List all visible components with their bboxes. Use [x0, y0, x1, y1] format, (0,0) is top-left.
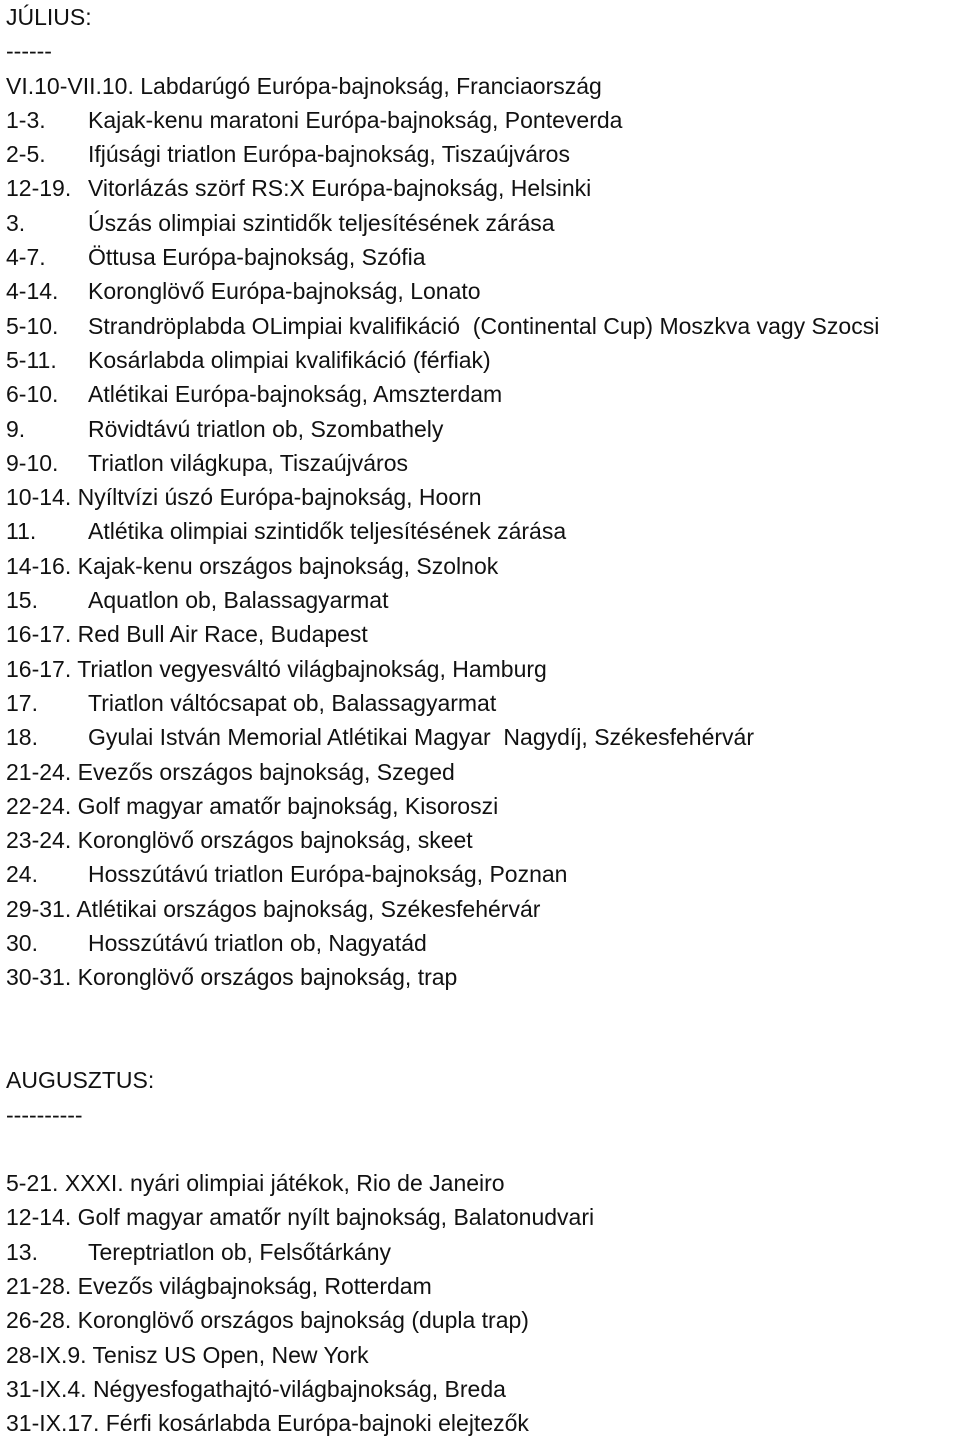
- event-date: 26-28.: [6, 1307, 72, 1334]
- event-date: 31-IX.17.: [6, 1410, 100, 1437]
- event-title: Triatlon világkupa, Tiszaújváros: [88, 449, 409, 476]
- event-date: 12-19.: [6, 175, 72, 202]
- event-date: 21-28.: [6, 1272, 72, 1299]
- event-date: 14-16.: [6, 552, 72, 579]
- event-row: [6, 1406, 960, 1440]
- event-date: VI.10-VII.10.: [6, 72, 134, 99]
- event-row: [6, 960, 960, 994]
- event-row: [6, 1372, 960, 1406]
- event-date: 31-IX.4.: [6, 1375, 87, 1402]
- calendar-document: [6, 0, 960, 1440]
- event-row: [6, 789, 960, 823]
- event-row: [6, 1338, 960, 1372]
- event-title: Koronglövő Európa-bajnokság, Lonato: [88, 278, 481, 305]
- event-date: 4-7.: [6, 244, 46, 271]
- event-date: 5-10.: [6, 312, 59, 339]
- event-title: Golf magyar amatőr nyílt bajnokság, Balatonudvari: [77, 1204, 595, 1231]
- event-row: [6, 309, 960, 343]
- event-row: [6, 1269, 960, 1303]
- event-title: Gyulai István Memorial Atlétikai Magyar Nagydíj, Székesfehérvár: [88, 724, 754, 751]
- event-title: Koronglövő országos bajnokság, skeet: [77, 827, 473, 854]
- event-row: [6, 274, 960, 308]
- event-date: 29-31.: [6, 895, 72, 922]
- event-date: 4-14.: [6, 278, 59, 305]
- event-row: [6, 926, 960, 960]
- blank-line: [6, 1132, 960, 1166]
- event-row: [6, 206, 960, 240]
- august-event-list: [6, 1166, 960, 1440]
- event-title: Tereptriatlon ob, Felsőtárkány: [88, 1238, 391, 1265]
- july-event-list: [6, 69, 960, 995]
- event-row: [6, 583, 960, 617]
- event-date: 17.: [6, 689, 38, 716]
- event-row: [6, 412, 960, 446]
- event-date: 2-5.: [6, 141, 46, 168]
- july-heading: JÚLIUS:: [6, 4, 92, 30]
- event-row: [6, 171, 960, 205]
- event-row: [6, 240, 960, 274]
- event-date: 13.: [6, 1238, 38, 1265]
- event-row: [6, 377, 960, 411]
- event-title: Koronglövő országos bajnokság, trap: [77, 964, 458, 991]
- event-date: 24.: [6, 861, 38, 888]
- event-date: 23-24.: [6, 827, 72, 854]
- event-row: [6, 1166, 960, 1200]
- event-row: [6, 514, 960, 548]
- event-date: 9-10.: [6, 449, 59, 476]
- event-date: 9.: [6, 415, 26, 442]
- event-row: [6, 892, 960, 926]
- event-date: 15.: [6, 587, 38, 614]
- event-title: Atlétikai országos bajnokság, Székesfehérvár: [76, 895, 541, 922]
- event-title: XXXI. nyári olimpiai játékok, Rio de Janeiro: [64, 1170, 505, 1197]
- event-date: 18.: [6, 724, 38, 751]
- section-spacer: [6, 995, 960, 1064]
- event-title: Hosszútávú triatlon Európa-bajnokság, Poznan: [88, 861, 568, 888]
- event-title: Férfi kosárlabda Európa-bajnoki elejtezők: [105, 1410, 529, 1437]
- event-title: Kosárlabda olimpiai kvalifikáció (férfiak): [88, 346, 491, 373]
- event-date: 16-17.: [6, 621, 72, 648]
- event-title: Ifjúsági triatlon Európa-bajnokság, Tiszaújváros: [88, 141, 570, 168]
- event-title: Tenisz US Open, New York: [92, 1341, 369, 1368]
- july-separator: ------: [6, 38, 52, 65]
- event-title: Vitorlázás szörf RS:X Európa-bajnokság, Helsinki: [88, 175, 592, 202]
- event-row: [6, 1200, 960, 1234]
- event-row: [6, 69, 960, 103]
- event-title: Atlétika olimpiai szintidők teljesítésének zárása: [88, 518, 567, 545]
- event-title: Aquatlon ob, Balassagyarmat: [88, 587, 389, 614]
- event-row: [6, 480, 960, 514]
- event-date: 1-3.: [6, 106, 46, 133]
- event-row: [6, 549, 960, 583]
- event-title: Evezős országos bajnokság, Szeged: [77, 758, 455, 785]
- event-date: 28-IX.9.: [6, 1341, 87, 1368]
- event-title: Kajak-kenu országos bajnokság, Szolnok: [77, 552, 499, 579]
- event-title: Rövidtávú triatlon ob, Szombathely: [88, 415, 444, 442]
- event-title: Golf magyar amatőr bajnokság, Kisoroszi: [77, 792, 499, 819]
- event-date: 5-21.: [6, 1170, 59, 1197]
- event-date: 12-14.: [6, 1204, 72, 1231]
- event-date: 21-24.: [6, 758, 72, 785]
- event-row: [6, 1235, 960, 1269]
- event-date: 10-14.: [6, 484, 72, 511]
- event-title: Strandröplabda OLimpiai kvalifikáció (Continental Cup) Moszkva vagy Szocsi: [88, 312, 880, 339]
- event-row: [6, 1303, 960, 1337]
- event-title: Atlétikai Európa-bajnokság, Amszterdam: [88, 381, 503, 408]
- event-row: [6, 137, 960, 171]
- event-title: Red Bull Air Race, Budapest: [77, 621, 368, 648]
- event-row: [6, 755, 960, 789]
- event-date: 30-31.: [6, 964, 72, 991]
- event-row: [6, 857, 960, 891]
- event-row: [6, 823, 960, 857]
- august-heading: AUGUSZTUS:: [6, 1067, 155, 1094]
- august-separator: ----------: [6, 1101, 83, 1128]
- event-row: [6, 446, 960, 480]
- event-title: Evezős világbajnokság, Rotterdam: [77, 1272, 432, 1299]
- event-row: [6, 343, 960, 377]
- event-date: 30.: [6, 930, 38, 957]
- event-date: 5-11.: [6, 346, 57, 373]
- event-row: [6, 103, 960, 137]
- event-row: [6, 720, 960, 754]
- event-title: Négyesfogathajtó-világbajnokság, Breda: [92, 1375, 506, 1402]
- event-title: Triatlon váltócsapat ob, Balassagyarmat: [88, 689, 497, 716]
- event-date: 16-17.: [6, 655, 72, 682]
- event-title: Öttusa Európa-bajnokság, Szófia: [88, 244, 426, 271]
- event-row: [6, 686, 960, 720]
- event-row: [6, 617, 960, 651]
- event-title: Triatlon vegyesváltó világbajnokság, Hamburg: [77, 655, 547, 682]
- event-row: [6, 652, 960, 686]
- event-date: 3.: [6, 209, 26, 236]
- event-title: Hosszútávú triatlon ob, Nagyatád: [88, 930, 427, 957]
- event-title: Kajak-kenu maratoni Európa-bajnokság, Ponteverda: [88, 106, 623, 133]
- event-title: Nyíltvízi úszó Európa-bajnokság, Hoorn: [77, 484, 482, 511]
- event-title: Labdarúgó Európa-bajnokság, Franciaország: [140, 72, 602, 99]
- event-date: 6-10.: [6, 381, 59, 408]
- event-title: Koronglövő országos bajnokság (dupla trap): [77, 1307, 529, 1334]
- event-title: Úszás olimpiai szintidők teljesítésének zárása: [88, 209, 555, 236]
- event-date: 22-24.: [6, 792, 72, 819]
- event-date: 11.: [6, 518, 37, 545]
